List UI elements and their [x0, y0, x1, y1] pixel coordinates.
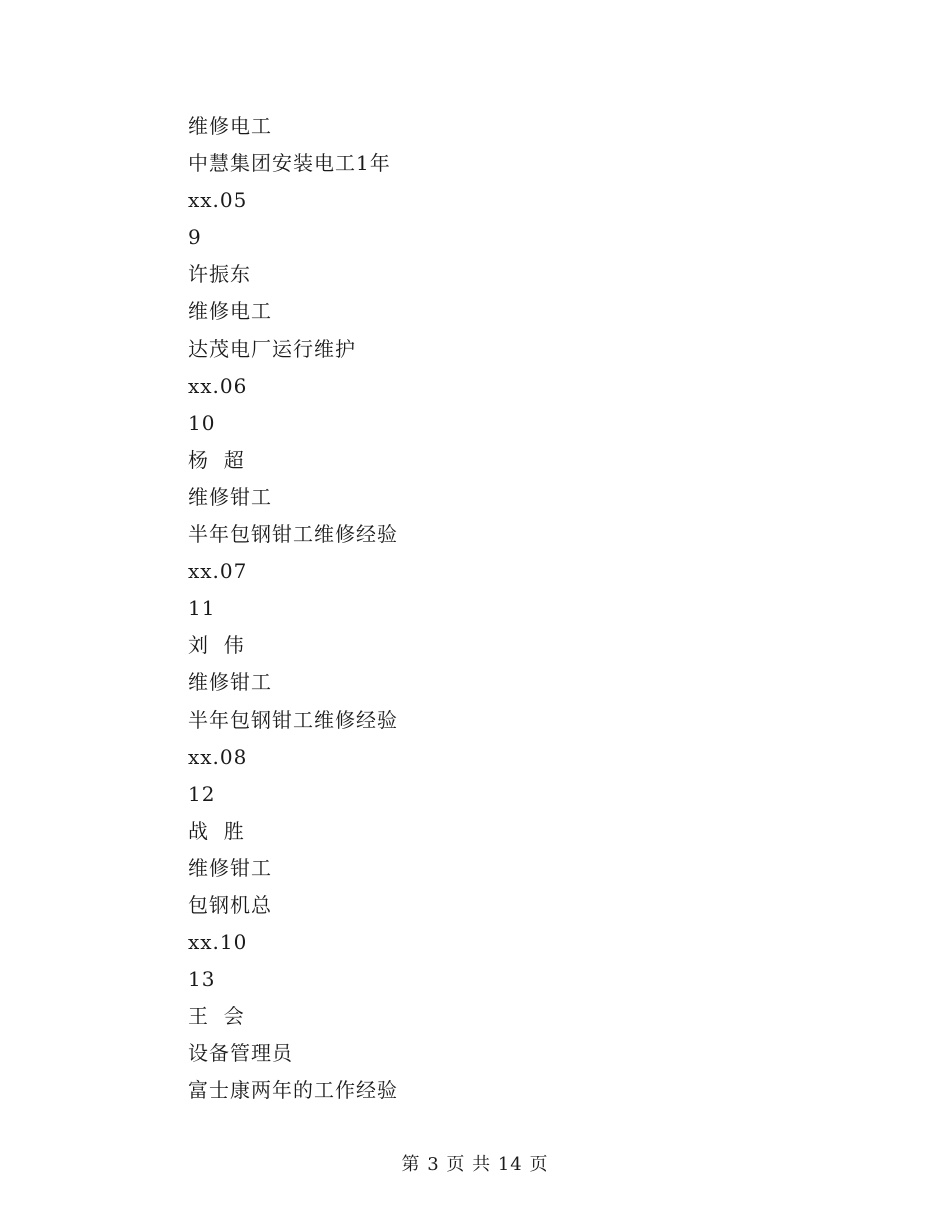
text-line: 11: [188, 596, 216, 621]
text-line: 中慧集团安装电工1年: [188, 151, 391, 176]
text-line: xx.07: [188, 559, 248, 584]
text-line: 维修电工: [188, 299, 272, 324]
text-line: 达茂电厂运行维护: [188, 336, 356, 361]
page-footer: 第 3 页 共 14 页: [401, 1154, 549, 1175]
text-line: xx.10: [188, 930, 248, 955]
text-line: xx.06: [188, 373, 248, 398]
text-line: 12: [188, 781, 216, 806]
text-line: 维修钳工: [188, 855, 272, 880]
text-line: 半年包钢钳工维修经验: [188, 522, 398, 547]
text-line: xx.08: [188, 744, 248, 769]
text-line: 10: [188, 410, 216, 435]
text-line: 王 会: [188, 1004, 245, 1029]
text-line: 战 胜: [188, 818, 245, 843]
text-line: 13: [188, 967, 216, 992]
text-line: 刘 伟: [188, 633, 245, 658]
text-line: 9: [188, 225, 202, 250]
text-line: 许振东: [188, 262, 251, 287]
text-line: 维修钳工: [188, 670, 272, 695]
document-body: [188, 108, 398, 1110]
text-line: 维修电工: [188, 114, 272, 138]
text-line: 设备管理员: [188, 1041, 293, 1066]
text-line: 维修钳工: [188, 484, 272, 509]
text-line: 富士康两年的工作经验: [188, 1078, 398, 1103]
text-line: 半年包钢钳工维修经验: [188, 707, 398, 732]
text-line: 包钢机总: [188, 892, 272, 917]
text-line: xx.05: [188, 188, 248, 213]
text-line: 杨 超: [188, 447, 245, 472]
